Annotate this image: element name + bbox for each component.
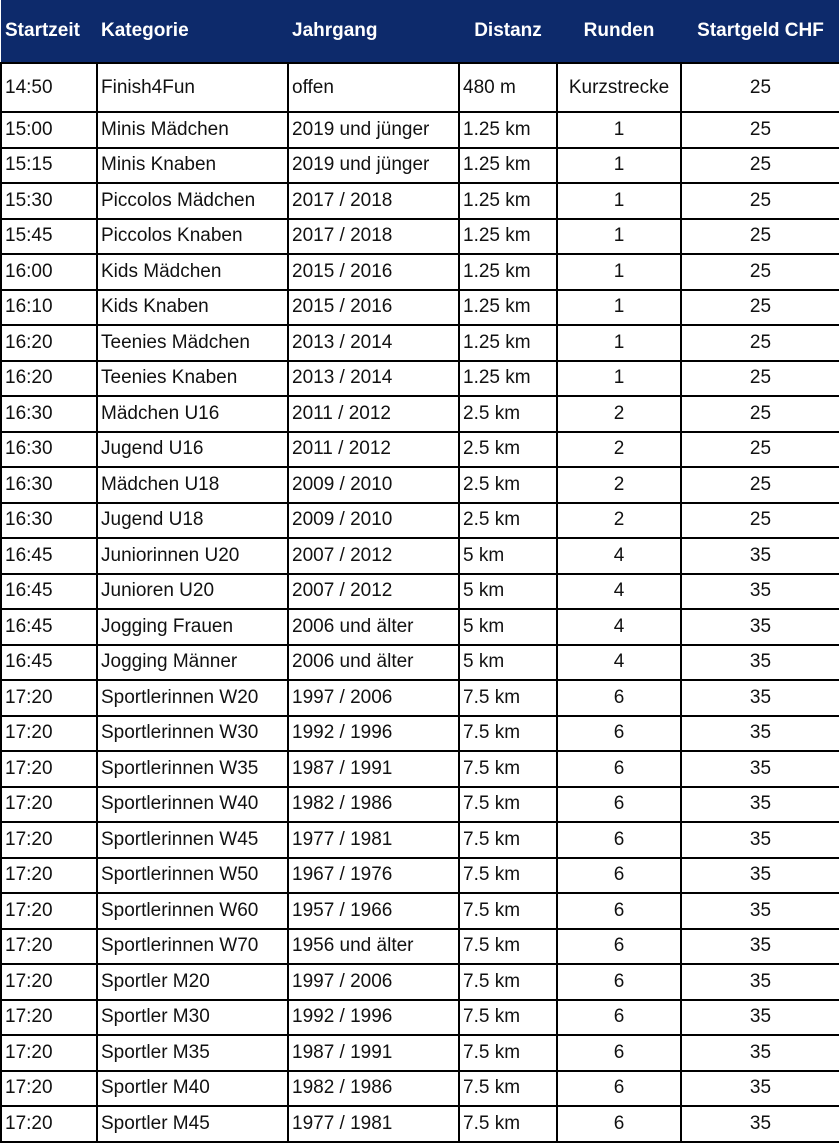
runden-cell: 6: [557, 751, 681, 787]
startgeld-cell: 25: [681, 503, 839, 539]
table-row: [1, 432, 839, 468]
kategorie-cell: Sportlerinnen W60: [97, 893, 288, 929]
startgeld-cell: 25: [681, 112, 839, 148]
startzeit-cell: 14:50: [1, 63, 97, 112]
kategorie-cell: Jugend U16: [97, 432, 288, 468]
startgeld-cell: 35: [681, 538, 839, 574]
table-row: [1, 929, 839, 965]
distanz-cell: 7.5 km: [459, 1071, 557, 1107]
startzeit-cell: 15:00: [1, 112, 97, 148]
table-row: [1, 112, 839, 148]
runden-cell: 4: [557, 609, 681, 645]
startgeld-cell: 25: [681, 325, 839, 361]
distanz-cell: 2.5 km: [459, 503, 557, 539]
startzeit-cell: 16:10: [1, 290, 97, 326]
jahrgang-cell: 1977 / 1981: [288, 1106, 459, 1142]
jahrgang-cell: 2015 / 2016: [288, 254, 459, 290]
kategorie-cell: Sportlerinnen W30: [97, 716, 288, 752]
startzeit-cell: 17:20: [1, 787, 97, 823]
distanz-cell: 5 km: [459, 609, 557, 645]
runden-cell: 1: [557, 254, 681, 290]
jahrgang-cell: 2019 und jünger: [288, 148, 459, 184]
distanz-cell: 480 m: [459, 63, 557, 112]
kategorie-cell: Mädchen U16: [97, 396, 288, 432]
table-row: [1, 503, 839, 539]
distanz-cell: 1.25 km: [459, 290, 557, 326]
kategorie-cell: Jogging Frauen: [97, 609, 288, 645]
jahrgang-cell: 2015 / 2016: [288, 290, 459, 326]
startgeld-cell: 35: [681, 929, 839, 965]
startzeit-cell: 17:20: [1, 1000, 97, 1036]
jahrgang-cell: 2019 und jünger: [288, 112, 459, 148]
runden-cell: 6: [557, 787, 681, 823]
runden-cell: 6: [557, 858, 681, 894]
runden-cell: 6: [557, 716, 681, 752]
kategorie-cell: Jugend U18: [97, 503, 288, 539]
startzeit-cell: 16:45: [1, 538, 97, 574]
table-body: [1, 63, 839, 1142]
table-row: [1, 751, 839, 787]
startzeit-cell: 17:20: [1, 680, 97, 716]
kategorie-cell: Junioren U20: [97, 574, 288, 610]
jahrgang-cell: 2009 / 2010: [288, 467, 459, 503]
kategorie-cell: Sportler M30: [97, 1000, 288, 1036]
kategorie-cell: Teenies Knaben: [97, 361, 288, 397]
table-row: [1, 63, 839, 112]
kategorie-cell: Mädchen U18: [97, 467, 288, 503]
runden-cell: 1: [557, 183, 681, 219]
startzeit-cell: 15:15: [1, 148, 97, 184]
table-row: [1, 574, 839, 610]
jahrgang-cell: 1977 / 1981: [288, 822, 459, 858]
kategorie-cell: Sportlerinnen W35: [97, 751, 288, 787]
kategorie-cell: Sportlerinnen W50: [97, 858, 288, 894]
table-row: [1, 148, 839, 184]
runden-cell: 2: [557, 432, 681, 468]
distanz-cell: 5 km: [459, 645, 557, 681]
distanz-cell: 5 km: [459, 574, 557, 610]
runden-cell: 4: [557, 574, 681, 610]
runden-cell: 6: [557, 893, 681, 929]
startgeld-cell: 35: [681, 822, 839, 858]
runden-cell: 2: [557, 467, 681, 503]
startgeld-cell: 25: [681, 467, 839, 503]
startzeit-cell: 16:30: [1, 396, 97, 432]
distanz-cell: 7.5 km: [459, 751, 557, 787]
startzeit-cell: 16:20: [1, 361, 97, 397]
startzeit-cell: 15:45: [1, 219, 97, 255]
kategorie-cell: Sportlerinnen W40: [97, 787, 288, 823]
table-row: [1, 467, 839, 503]
startgeld-cell: 35: [681, 574, 839, 610]
startgeld-cell: 35: [681, 964, 839, 1000]
distanz-cell: 7.5 km: [459, 893, 557, 929]
jahrgang-cell: offen: [288, 63, 459, 112]
startgeld-cell: 25: [681, 219, 839, 255]
startzeit-cell: 17:20: [1, 1035, 97, 1071]
runden-cell: 2: [557, 396, 681, 432]
kategorie-cell: Piccolos Mädchen: [97, 183, 288, 219]
header-startzeit: Startzeit: [1, 0, 97, 63]
runden-cell: 6: [557, 1106, 681, 1142]
jahrgang-cell: 1992 / 1996: [288, 1000, 459, 1036]
jahrgang-cell: 2006 und älter: [288, 609, 459, 645]
startzeit-cell: 16:45: [1, 609, 97, 645]
table-row: [1, 1035, 839, 1071]
distanz-cell: 1.25 km: [459, 183, 557, 219]
header-jahrgang: Jahrgang: [288, 0, 459, 63]
startzeit-cell: 17:20: [1, 858, 97, 894]
header-row: [1, 0, 839, 63]
kategorie-cell: Piccolos Knaben: [97, 219, 288, 255]
startgeld-cell: 35: [681, 787, 839, 823]
jahrgang-cell: 2017 / 2018: [288, 183, 459, 219]
startgeld-cell: 25: [681, 254, 839, 290]
startgeld-cell: 35: [681, 680, 839, 716]
distanz-cell: 1.25 km: [459, 361, 557, 397]
distanz-cell: 2.5 km: [459, 396, 557, 432]
runden-cell: 6: [557, 1000, 681, 1036]
distanz-cell: 1.25 km: [459, 148, 557, 184]
jahrgang-cell: 2013 / 2014: [288, 361, 459, 397]
jahrgang-cell: 1997 / 2006: [288, 680, 459, 716]
startgeld-cell: 35: [681, 609, 839, 645]
runden-cell: 6: [557, 964, 681, 1000]
jahrgang-cell: 1956 und älter: [288, 929, 459, 965]
startzeit-cell: 16:30: [1, 432, 97, 468]
distanz-cell: 7.5 km: [459, 1035, 557, 1071]
distanz-cell: 7.5 km: [459, 858, 557, 894]
startzeit-cell: 16:45: [1, 645, 97, 681]
kategorie-cell: Sportler M45: [97, 1106, 288, 1142]
runden-cell: 1: [557, 325, 681, 361]
header-distanz: Distanz: [459, 0, 557, 63]
table-row: [1, 964, 839, 1000]
jahrgang-cell: 1982 / 1986: [288, 1071, 459, 1107]
runden-cell: 6: [557, 1071, 681, 1107]
table-row: [1, 645, 839, 681]
jahrgang-cell: 1957 / 1966: [288, 893, 459, 929]
startzeit-cell: 16:30: [1, 467, 97, 503]
kategorie-cell: Teenies Mädchen: [97, 325, 288, 361]
kategorie-cell: Jogging Männer: [97, 645, 288, 681]
jahrgang-cell: 2007 / 2012: [288, 538, 459, 574]
table-row: [1, 1106, 839, 1142]
header-kategorie: Kategorie: [97, 0, 288, 63]
kategorie-cell: Sportler M35: [97, 1035, 288, 1071]
startgeld-cell: 35: [681, 1106, 839, 1142]
distanz-cell: 1.25 km: [459, 325, 557, 361]
runden-cell: 1: [557, 112, 681, 148]
runden-cell: 2: [557, 503, 681, 539]
distanz-cell: 1.25 km: [459, 254, 557, 290]
kategorie-cell: Sportlerinnen W45: [97, 822, 288, 858]
jahrgang-cell: 1987 / 1991: [288, 751, 459, 787]
startzeit-cell: 16:45: [1, 574, 97, 610]
jahrgang-cell: 2006 und älter: [288, 645, 459, 681]
table-row: [1, 1071, 839, 1107]
jahrgang-cell: 1997 / 2006: [288, 964, 459, 1000]
table-row: [1, 716, 839, 752]
kategorie-cell: Finish4Fun: [97, 63, 288, 112]
runden-cell: 4: [557, 645, 681, 681]
distanz-cell: 7.5 km: [459, 1106, 557, 1142]
distanz-cell: 7.5 km: [459, 716, 557, 752]
startgeld-cell: 25: [681, 396, 839, 432]
startgeld-cell: 35: [681, 1000, 839, 1036]
startzeit-cell: 15:30: [1, 183, 97, 219]
distanz-cell: 1.25 km: [459, 219, 557, 255]
distanz-cell: 7.5 km: [459, 787, 557, 823]
startgeld-cell: 25: [681, 183, 839, 219]
jahrgang-cell: 2011 / 2012: [288, 432, 459, 468]
startgeld-cell: 35: [681, 716, 839, 752]
startzeit-cell: 17:20: [1, 964, 97, 1000]
jahrgang-cell: 2013 / 2014: [288, 325, 459, 361]
startzeit-cell: 16:20: [1, 325, 97, 361]
startgeld-cell: 25: [681, 290, 839, 326]
table-row: [1, 787, 839, 823]
startzeit-cell: 17:20: [1, 893, 97, 929]
startgeld-cell: 25: [681, 432, 839, 468]
jahrgang-cell: 2017 / 2018: [288, 219, 459, 255]
table-row: [1, 325, 839, 361]
startgeld-cell: 35: [681, 751, 839, 787]
runden-cell: 1: [557, 219, 681, 255]
startgeld-cell: 25: [681, 63, 839, 112]
kategorie-cell: Minis Knaben: [97, 148, 288, 184]
jahrgang-cell: 1982 / 1986: [288, 787, 459, 823]
table-row: [1, 254, 839, 290]
kategorie-cell: Sportler M40: [97, 1071, 288, 1107]
startzeit-cell: 17:20: [1, 1106, 97, 1142]
runden-cell: 1: [557, 361, 681, 397]
header-startgeld: Startgeld CHF: [681, 0, 839, 63]
jahrgang-cell: 2007 / 2012: [288, 574, 459, 610]
runden-cell: 1: [557, 148, 681, 184]
runden-cell: Kurzstrecke: [557, 63, 681, 112]
distanz-cell: 7.5 km: [459, 822, 557, 858]
runden-cell: 6: [557, 929, 681, 965]
table-row: [1, 538, 839, 574]
jahrgang-cell: 1992 / 1996: [288, 716, 459, 752]
startgeld-cell: 25: [681, 148, 839, 184]
startzeit-cell: 17:20: [1, 716, 97, 752]
startgeld-cell: 35: [681, 645, 839, 681]
distanz-cell: 2.5 km: [459, 467, 557, 503]
table-row: [1, 361, 839, 397]
kategorie-cell: Sportlerinnen W20: [97, 680, 288, 716]
distanz-cell: 7.5 km: [459, 680, 557, 716]
startgeld-cell: 35: [681, 1071, 839, 1107]
runden-cell: 6: [557, 822, 681, 858]
table-row: [1, 183, 839, 219]
startzeit-cell: 17:20: [1, 929, 97, 965]
startzeit-cell: 16:00: [1, 254, 97, 290]
startgeld-cell: 25: [681, 361, 839, 397]
distanz-cell: 7.5 km: [459, 929, 557, 965]
startzeit-cell: 16:30: [1, 503, 97, 539]
table-row: [1, 893, 839, 929]
jahrgang-cell: 2011 / 2012: [288, 396, 459, 432]
table-row: [1, 822, 839, 858]
header-runden: Runden: [557, 0, 681, 63]
table-row: [1, 858, 839, 894]
jahrgang-cell: 1967 / 1976: [288, 858, 459, 894]
table-row: [1, 1000, 839, 1036]
startzeit-cell: 17:20: [1, 1071, 97, 1107]
jahrgang-cell: 2009 / 2010: [288, 503, 459, 539]
runden-cell: 4: [557, 538, 681, 574]
startzeit-cell: 17:20: [1, 751, 97, 787]
distanz-cell: 1.25 km: [459, 112, 557, 148]
runden-cell: 1: [557, 290, 681, 326]
table-row: [1, 219, 839, 255]
kategorie-cell: Kids Knaben: [97, 290, 288, 326]
runden-cell: 6: [557, 1035, 681, 1071]
distanz-cell: 7.5 km: [459, 964, 557, 1000]
distanz-cell: 2.5 km: [459, 432, 557, 468]
table-row: [1, 609, 839, 645]
kategorie-cell: Minis Mädchen: [97, 112, 288, 148]
table-row: [1, 680, 839, 716]
kategorie-cell: Sportlerinnen W70: [97, 929, 288, 965]
startgeld-cell: 35: [681, 1035, 839, 1071]
table-row: [1, 396, 839, 432]
kategorie-cell: Kids Mädchen: [97, 254, 288, 290]
table-header: [1, 0, 839, 63]
startzeit-cell: 17:20: [1, 822, 97, 858]
kategorie-cell: Sportler M20: [97, 964, 288, 1000]
runden-cell: 6: [557, 680, 681, 716]
jahrgang-cell: 1987 / 1991: [288, 1035, 459, 1071]
table-row: [1, 290, 839, 326]
startgeld-cell: 35: [681, 893, 839, 929]
startgeld-cell: 35: [681, 858, 839, 894]
distanz-cell: 7.5 km: [459, 1000, 557, 1036]
kategorie-cell: Juniorinnen U20: [97, 538, 288, 574]
distanz-cell: 5 km: [459, 538, 557, 574]
